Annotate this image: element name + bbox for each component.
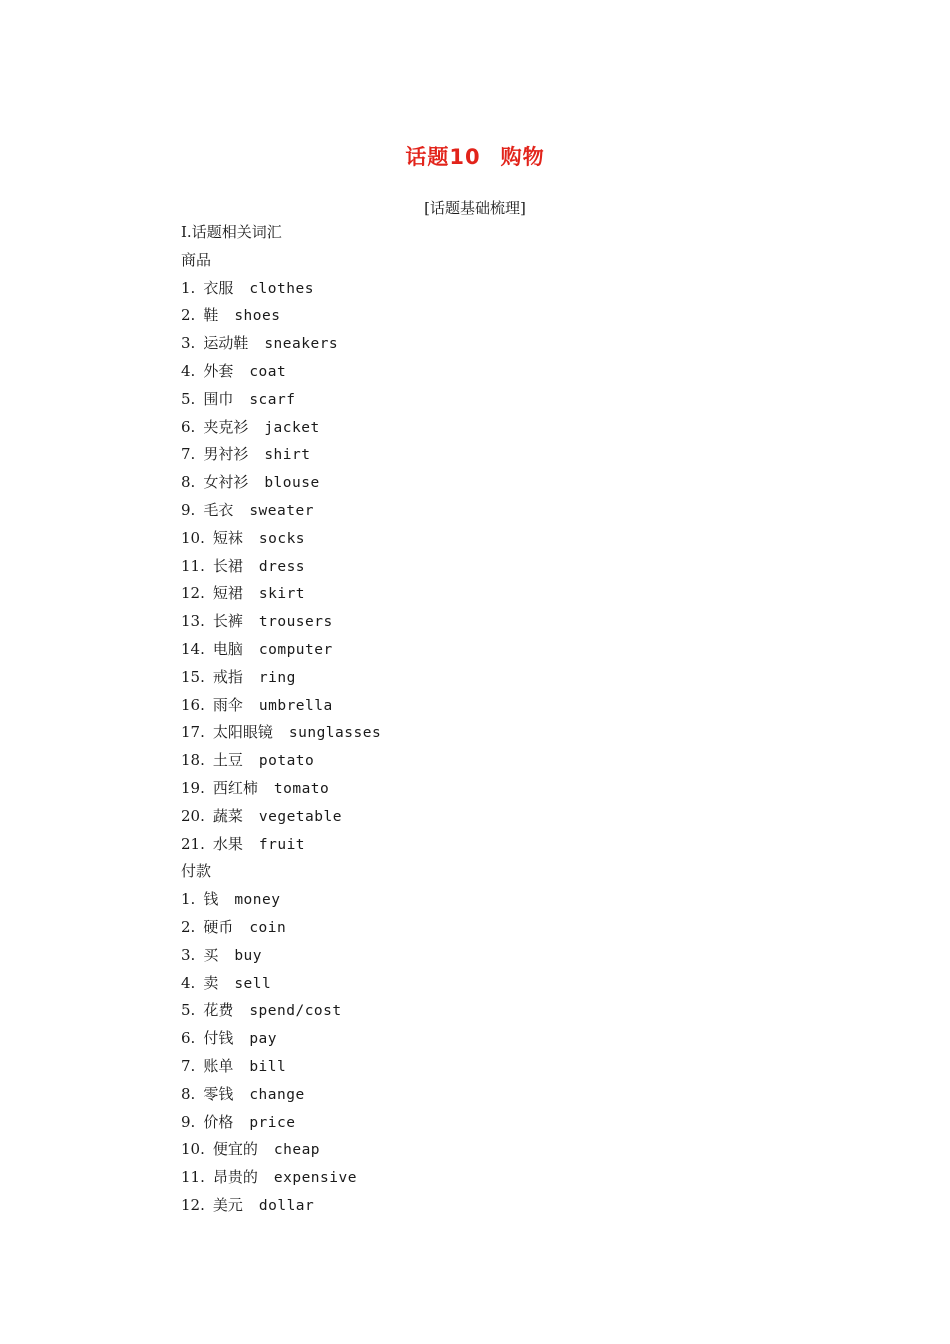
vocab-chinese: 衣服 <box>203 278 234 297</box>
vocab-item <box>181 970 781 998</box>
vocab-item <box>181 1025 781 1053</box>
vocab-number: 10. <box>181 528 205 547</box>
section-subtitle: [话题基础梳理] <box>424 199 526 217</box>
vocab-number: 5. <box>181 1001 196 1020</box>
vocab-number: 12. <box>181 584 205 603</box>
vocab-english: dollar <box>258 1197 315 1214</box>
vocab-number: 3. <box>181 334 196 353</box>
vocab-english: vegetable <box>258 808 342 825</box>
vocab-number: 6. <box>181 1029 196 1048</box>
vocab-english: sunglasses <box>288 725 382 742</box>
vocab-english: expensive <box>273 1170 357 1187</box>
vocab-chinese: 零钱 <box>203 1084 234 1103</box>
vocab-item <box>181 580 781 608</box>
vocab-item <box>181 692 781 720</box>
vocab-item <box>181 386 781 414</box>
vocab-english: bill <box>249 1058 287 1075</box>
vocab-number: 2. <box>181 306 196 325</box>
vocab-english: money <box>234 892 281 909</box>
vocab-number: 13. <box>181 612 205 631</box>
vocab-item <box>181 803 781 831</box>
vocab-chinese: 电脑 <box>212 639 243 658</box>
vocab-english: clothes <box>249 280 314 297</box>
title-topic-number: 话题10 <box>405 145 481 169</box>
vocab-chinese: 女衬衫 <box>203 473 249 492</box>
vocab-chinese: 蔬菜 <box>212 806 243 825</box>
vocab-english: potato <box>258 753 315 770</box>
vocab-item <box>181 719 781 747</box>
vocab-item <box>181 831 781 859</box>
vocab-number: 21. <box>181 834 205 853</box>
vocab-number: 6. <box>181 417 196 436</box>
vocab-chinese: 账单 <box>203 1056 234 1075</box>
vocab-number: 1. <box>181 278 196 297</box>
vocab-english: sneakers <box>264 336 339 353</box>
vocab-chinese: 硬币 <box>203 917 234 936</box>
vocab-chinese: 土豆 <box>212 751 243 770</box>
vocab-english: change <box>249 1086 305 1103</box>
vocab-item <box>181 914 781 942</box>
vocab-number: 12. <box>181 1195 205 1214</box>
vocab-item <box>181 608 781 636</box>
vocab-number: 8. <box>181 1084 196 1103</box>
vocab-english: fruit <box>258 836 306 853</box>
vocab-item <box>181 1192 781 1220</box>
vocab-chinese: 价格 <box>203 1112 234 1131</box>
vocab-english: jacket <box>264 419 320 436</box>
vocab-item <box>181 330 781 358</box>
vocab-chinese: 买 <box>203 945 219 964</box>
section-heading: Ⅰ.话题相关词汇 <box>181 223 282 241</box>
vocab-item <box>181 1053 781 1081</box>
vocab-chinese: 围巾 <box>203 389 234 408</box>
vocab-english: spend/cost <box>249 1003 342 1020</box>
vocab-item <box>181 886 781 914</box>
vocab-number: 11. <box>181 1168 205 1187</box>
group-heading: 商品 <box>181 250 212 269</box>
vocab-number: 8. <box>181 473 196 492</box>
vocab-number: 15. <box>181 667 205 686</box>
vocab-item <box>181 275 781 303</box>
vocab-chinese: 雨伞 <box>212 695 243 714</box>
vocab-english: blouse <box>264 475 320 492</box>
vocab-english: shoes <box>234 308 281 325</box>
vocab-chinese: 戒指 <box>212 667 243 686</box>
vocab-english: scarf <box>249 391 296 408</box>
vocab-chinese: 长裙 <box>212 556 243 575</box>
vocab-chinese: 便宜的 <box>212 1140 258 1159</box>
vocab-item <box>181 525 781 553</box>
vocab-number: 4. <box>181 973 196 992</box>
vocab-item <box>181 747 781 775</box>
group-heading: 付款 <box>181 862 212 881</box>
vocab-number: 20. <box>181 806 205 825</box>
vocab-chinese: 钱 <box>203 890 219 909</box>
vocab-english: sweater <box>249 502 314 519</box>
vocab-item <box>181 469 781 497</box>
vocab-english: sell <box>234 975 272 992</box>
vocab-english: price <box>249 1114 296 1131</box>
vocab-english: cheap <box>273 1142 321 1159</box>
vocab-chinese: 西红柿 <box>212 778 258 797</box>
vocab-item <box>181 358 781 386</box>
vocab-item <box>181 497 781 525</box>
vocab-english: umbrella <box>258 697 333 714</box>
vocab-chinese: 花费 <box>203 1001 234 1020</box>
vocab-number: 19. <box>181 778 205 797</box>
vocabulary-content <box>181 219 781 1220</box>
vocab-number: 2. <box>181 917 196 936</box>
vocab-number: 1. <box>181 890 196 909</box>
vocab-chinese: 毛衣 <box>203 500 234 519</box>
vocab-item <box>181 553 781 581</box>
vocab-english: tomato <box>273 780 330 797</box>
vocab-chinese: 太阳眼镜 <box>212 723 273 742</box>
vocab-english: computer <box>258 641 333 658</box>
vocab-english: shirt <box>264 447 311 464</box>
vocab-chinese: 短裙 <box>212 584 243 603</box>
vocab-number: 5. <box>181 389 196 408</box>
page-title <box>0 141 950 171</box>
vocab-item <box>181 1109 781 1137</box>
vocab-english: socks <box>258 530 306 547</box>
vocab-item <box>181 1081 781 1109</box>
vocab-item <box>181 636 781 664</box>
vocab-chinese: 水果 <box>212 834 243 853</box>
vocab-english: trousers <box>258 614 333 631</box>
vocab-english: dress <box>258 558 306 575</box>
title-topic-name: 购物 <box>500 145 545 169</box>
vocab-english: pay <box>249 1031 278 1048</box>
vocab-number: 7. <box>181 445 196 464</box>
vocab-number: 17. <box>181 723 205 742</box>
vocab-number: 3. <box>181 945 196 964</box>
vocab-number: 11. <box>181 556 205 575</box>
vocab-number: 14. <box>181 639 205 658</box>
vocab-english: coat <box>249 363 287 380</box>
vocab-chinese: 短袜 <box>212 528 243 547</box>
vocab-chinese: 付钱 <box>203 1029 234 1048</box>
vocab-number: 10. <box>181 1140 205 1159</box>
vocab-item <box>181 775 781 803</box>
vocab-chinese: 运动鞋 <box>203 334 249 353</box>
vocab-english: ring <box>258 669 296 686</box>
vocab-number: 9. <box>181 500 196 519</box>
vocab-number: 9. <box>181 1112 196 1131</box>
vocab-item <box>181 414 781 442</box>
vocab-item <box>181 997 781 1025</box>
vocab-number: 4. <box>181 361 196 380</box>
vocab-english: skirt <box>258 586 306 603</box>
vocab-english: buy <box>234 947 263 964</box>
vocab-english: coin <box>249 919 287 936</box>
vocab-item <box>181 1136 781 1164</box>
vocab-item <box>181 942 781 970</box>
vocab-item <box>181 441 781 469</box>
vocab-item <box>181 664 781 692</box>
vocab-chinese: 长裤 <box>212 612 243 631</box>
vocab-chinese: 美元 <box>212 1195 243 1214</box>
vocabulary-groups <box>181 247 781 1220</box>
vocab-chinese: 男衬衫 <box>203 445 249 464</box>
vocab-chinese: 外套 <box>203 361 234 380</box>
vocab-chinese: 鞋 <box>203 306 219 325</box>
vocab-item <box>181 1164 781 1192</box>
vocab-item <box>181 302 781 330</box>
vocab-number: 7. <box>181 1056 196 1075</box>
vocab-chinese: 夹克衫 <box>203 417 249 436</box>
vocab-chinese: 卖 <box>203 973 219 992</box>
vocab-chinese: 昂贵的 <box>212 1168 258 1187</box>
vocab-number: 18. <box>181 751 205 770</box>
vocab-number: 16. <box>181 695 205 714</box>
